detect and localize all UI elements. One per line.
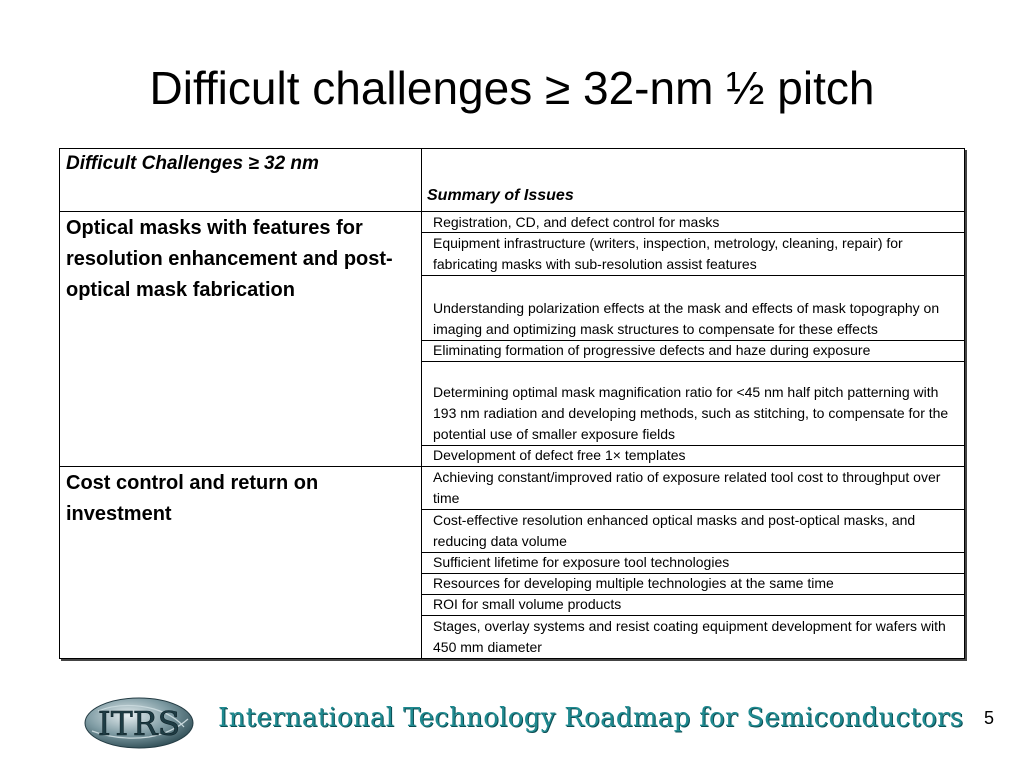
issue-row: Eliminating formation of progressive defects and haze during exposure [422, 341, 964, 362]
challenges-table [59, 148, 965, 659]
issue-row: ROI for small volume products [422, 595, 964, 616]
header-challenges: Difficult Challenges ≥ 32 nm [60, 149, 422, 212]
page-number: 5 [984, 708, 995, 728]
footer-org-name: International Technology Roadmap for Semiconductors [218, 703, 964, 733]
issue-row: Cost-effective resolution enhanced optical masks and post-optical masks, and reducing data volume [422, 510, 964, 553]
issue-row: Sufficient lifetime for exposure tool technologies [422, 553, 964, 574]
issue-row: Development of defect free 1× templates [422, 446, 964, 467]
issue-row: Achieving constant/improved ratio of exposure related tool cost to throughput over time [422, 467, 964, 510]
itrs-logo [84, 697, 194, 749]
slide-title: Difficult challenges ≥ 32-nm ½ pitch [149, 62, 875, 114]
issue-row: Understanding polarization effects at the mask and effects of mask topography on imaging and optimizing mask structures to compensate for these effects [422, 276, 964, 341]
challenge-cost-control: Cost control and return on investment [60, 467, 422, 658]
header-summary: Summary of Issues [422, 149, 964, 212]
issue-row: Stages, overlay systems and resist coating equipment development for wafers with 450 mm diameter [433, 618, 946, 655]
issue-row: Registration, CD, and defect control for masks [422, 212, 964, 233]
logo-text: ITRS [97, 704, 181, 743]
issue-row: Determining optimal mask magnification ratio for <45 nm half pitch patterning with 193 nm radiation and developing methods, such as stitching, to compensate for the potential use of smaller exposure fields [422, 362, 964, 446]
issue-row: Resources for developing multiple technologies at the same time [422, 574, 964, 595]
challenge-optical-masks: Optical masks with features for resolution enhancement and post-optical mask fabrication [60, 212, 422, 467]
issue-row: Equipment infrastructure (writers, inspection, metrology, cleaning, repair) for fabricating masks with sub-resolution assist features [422, 233, 964, 276]
